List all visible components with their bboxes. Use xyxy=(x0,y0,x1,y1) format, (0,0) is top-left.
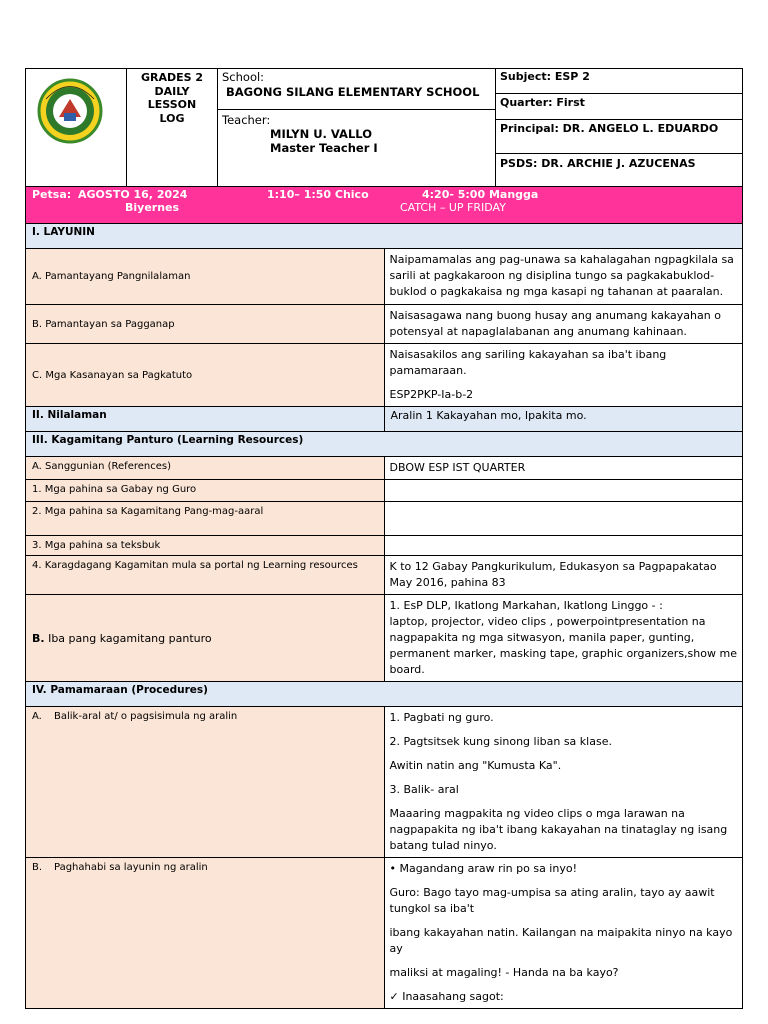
list-item: 1. Pagbati ng guro. xyxy=(389,711,494,724)
table-row xyxy=(26,707,743,858)
teacher-block xyxy=(218,109,495,168)
quarter-field: Quarter: First xyxy=(496,94,742,120)
competency-code: ESP2PKP-Ia-b-2 xyxy=(389,388,474,401)
competency-text: Naisasakilos ang sariling kakayahan sa iba't ibang pamamaraan. xyxy=(389,348,667,377)
logo-cell xyxy=(26,69,127,187)
section-title-layunin: I. LAYUNIN xyxy=(26,224,743,249)
lesson-log-page xyxy=(25,68,743,1009)
table-row xyxy=(26,249,743,305)
list-item: • Magandang araw rin po sa inyo! xyxy=(389,862,577,875)
row-value xyxy=(384,595,743,682)
date-schedule-bar xyxy=(25,187,743,223)
row-letter: A. xyxy=(32,711,42,722)
row-value: DBOW ESP IST QUARTER xyxy=(384,457,743,480)
date-label: Petsa: xyxy=(32,188,72,201)
section-row-pamamaraan xyxy=(26,682,743,707)
row-label: 1. Mga pahina sa Gabay ng Guro xyxy=(26,480,385,502)
list-item: 2. Pagtsitsek kung sinong liban sa klase. xyxy=(389,735,612,748)
row-label-text: Paghahabi sa layunin ng aralin xyxy=(54,862,208,873)
row-letter: B. xyxy=(32,631,45,645)
table-row xyxy=(26,858,743,1009)
header-table xyxy=(25,68,743,187)
row-label: C. Mga Kasanayan sa Pagkatuto xyxy=(26,344,385,407)
list-item: Maaaring magpakita ng video clips o mga larawan na nagpapakita ng iba't ibang kakayahan na tinataglay ng isang batang tulad ninyo. xyxy=(389,807,728,852)
teacher-title: Master Teacher I xyxy=(270,141,378,155)
school-name: BAGONG SILANG ELEMENTARY SCHOOL xyxy=(226,85,480,99)
row-label xyxy=(26,707,385,858)
row-value: Naipamamalas ang pag-unawa sa kahalagahan ngpagkilala sa sarili at pagkakaroon ng disiplina tungo sa pagkakabuklod-buklod o pagkakaisa ng mga kasapi ng tahanan at paaralan. xyxy=(384,249,743,305)
row-label-text: Balik-aral at/ o pagsisimula ng aralin xyxy=(54,711,238,722)
nilalaman-value: Aralin 1 Kakayahan mo, Ipakita mo. xyxy=(384,407,743,432)
row-label: 3. Mga pahina sa teksbuk xyxy=(26,536,385,556)
row-value xyxy=(384,344,743,407)
table-row xyxy=(26,480,743,502)
lesson-body-table xyxy=(25,223,743,1009)
grade-line-3: LESSON xyxy=(147,98,197,111)
list-item: 3. Balik- aral xyxy=(389,783,459,796)
psds-field: PSDS: DR. ARCHIE J. AZUCENAS xyxy=(500,157,696,170)
grade-title-cell xyxy=(127,69,218,187)
school-label: School: xyxy=(222,70,265,84)
school-seal-logo xyxy=(26,69,126,182)
section-title-pamamaraan: IV. Pamamaraan (Procedures) xyxy=(26,682,743,707)
row-label: 2. Mga pahina sa Kagamitang Pang-mag-aaral xyxy=(26,502,385,536)
section-title-nilalaman: II. Nilalaman xyxy=(26,407,385,432)
row-label: A. Pamantayang Pangnilalaman xyxy=(26,249,385,305)
row-value xyxy=(384,536,743,556)
section-row-nilalaman xyxy=(26,407,743,432)
teacher-name: MILYN U. VALLO xyxy=(270,127,372,141)
list-item: Awitin natin ang "Kumusta Ka". xyxy=(389,759,562,772)
row-value xyxy=(384,707,743,858)
row-value: Naisasagawa nang buong husay ang anumang kakayahan o potensyal at napaglalabanan ang anumang kahinaan. xyxy=(384,305,743,344)
day-value: Biyernes xyxy=(125,201,180,214)
table-row xyxy=(26,457,743,480)
grade-line-2: DAILY xyxy=(154,84,190,98)
list-item: ibang kakayahan natin. Kailangan na maipakita ninyo na kayo ay xyxy=(389,926,733,955)
row-value: K to 12 Gabay Pangkurikulum, Edukasyon sa Pagpapakatao May 2016, pahina 83 xyxy=(384,556,743,595)
materials-list: laptop, projector, video clips , powerpointpresentation na nagpapakita ng mga sitwasyon, manila paper, gunting, permanent marker, masking tape, graphic organizers,show me board. xyxy=(389,615,737,676)
table-row xyxy=(26,536,743,556)
section-row-layunin xyxy=(26,224,743,249)
info-cell xyxy=(496,69,743,187)
row-label xyxy=(26,858,385,1009)
catch-up-label: CATCH – UP FRIDAY xyxy=(400,201,506,214)
schedule-chico: 1:10– 1:50 Chico xyxy=(267,188,369,201)
row-label xyxy=(26,595,385,682)
teacher-label: Teacher: xyxy=(222,113,271,127)
grade-line-1: GRADES 2 xyxy=(140,71,204,84)
principal-field: Principal: DR. ANGELO L. EDUARDO xyxy=(496,120,742,154)
row-value xyxy=(384,858,743,1009)
school-teacher-cell xyxy=(218,69,496,187)
grade-line-4: LOG xyxy=(159,111,185,125)
table-row xyxy=(26,305,743,344)
schedule-mangga: 4:20- 5:00 Mangga xyxy=(422,188,539,201)
row-label: B. Pamantayan sa Pagganap xyxy=(26,305,385,344)
row-value xyxy=(384,480,743,502)
table-row xyxy=(26,556,743,595)
subject-field: Subject: ESP 2 xyxy=(496,69,742,94)
table-row xyxy=(26,344,743,407)
table-row xyxy=(26,595,743,682)
row-label: 4. Karagdagang Kagamitan mula sa portal ng Learning resources xyxy=(26,556,385,595)
row-label: A. Sanggunian (References) xyxy=(26,457,385,480)
row-value xyxy=(384,502,743,536)
row-label-text: Iba pang kagamitang panturo xyxy=(44,631,212,645)
list-item: ✓ Inaasahang sagot: xyxy=(389,990,504,1003)
list-item: maliksi at magaling! - Handa na ba kayo? xyxy=(389,966,619,979)
date-value: AGOSTO 16, 2024 xyxy=(78,188,188,201)
materials-heading: 1. EsP DLP, Ikatlong Markahan, Ikatlong Linggo - : xyxy=(389,599,663,612)
table-row xyxy=(26,502,743,536)
row-letter: B. xyxy=(32,862,43,873)
section-title-kagamitan: III. Kagamitang Panturo (Learning Resources) xyxy=(26,432,743,457)
section-row-kagamitan xyxy=(26,432,743,457)
list-item: Guro: Bago tayo mag-umpisa sa ating aralin, tayo ay aawit tungkol sa iba't xyxy=(389,886,715,915)
